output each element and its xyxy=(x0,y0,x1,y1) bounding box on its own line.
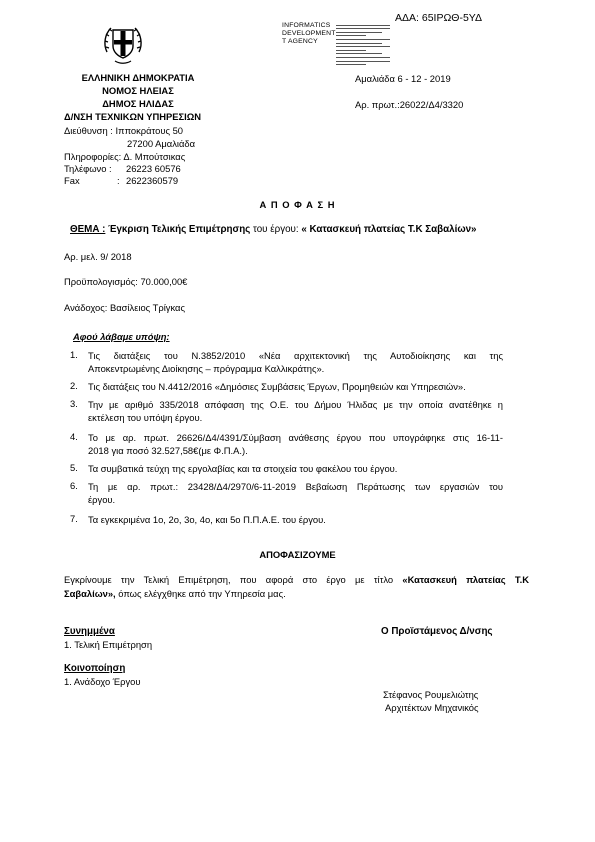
budget: Προϋπολογισμός: 70.000,00€ xyxy=(64,276,188,287)
list-item-number: 7. xyxy=(70,513,78,524)
notify-item: 1. Ανάδοχο Έργου xyxy=(64,676,141,687)
study-number: Αρ. μελ. 9/ 2018 xyxy=(64,251,132,262)
greek-emblem-icon xyxy=(101,22,145,66)
place-date: Αμαλιάδα 6 - 12 - 2019 xyxy=(355,73,451,84)
list-item-text xyxy=(88,349,503,375)
list-item-line: 2018 για ποσό 32.527,58€(με Φ.Π.Α.). xyxy=(88,445,248,456)
informatics-agency-logo xyxy=(282,22,336,47)
address-street: Διεύθυνση : Ιπποκράτους 50 xyxy=(64,125,184,136)
attached-item: 1. Τελική Επιμέτρηση xyxy=(64,639,153,650)
sender-republic: ΕΛΛΗΝΙΚΗ ΔΗΜΟΚΡΑΤΙΑ xyxy=(81,72,195,83)
subject-project: « Κατασκευή πλατείας Τ.Κ Σαβαλίων» xyxy=(301,224,477,235)
sender-municipality: ΔΗΜΟΣ ΗΛΙΔΑΣ xyxy=(102,98,174,109)
logo-line-1: INFORMATICS xyxy=(282,22,331,29)
attached-label: Συνημμένα xyxy=(64,626,115,637)
signature-title: Αρχιτέκτων Μηχανικός xyxy=(385,702,479,713)
list-item-number: 2. xyxy=(70,380,78,391)
approval-project: «Κατασκευή πλατείας Τ.Κ xyxy=(402,574,529,585)
ada-code: ΑΔΑ: 65ΙΡΩΘ-5ΥΔ xyxy=(395,12,483,24)
address-city: 27200 Αμαλιάδα xyxy=(127,138,196,149)
list-item-text: Τις διατάξεις του Ν.4412/2016 «Δημόσιες Συμβάσεις Έργων, Προμηθειών και Υπηρεσιών». xyxy=(88,381,466,392)
sender-prefecture: ΝΟΜΟΣ ΗΛΕΙΑΣ xyxy=(102,85,174,96)
subject-text: Έγκριση Τελικής Επιμέτρησης xyxy=(108,224,251,235)
document-title: Α Π Ο Φ Α Σ Η xyxy=(259,199,336,210)
logo-line-3: T AGENCY xyxy=(282,38,318,46)
address-info: Πληροφορίες: Δ. Μπούτσικας xyxy=(64,151,186,162)
list-item-text: Τα εγκεκριμένα 1ο, 2ο, 3ο, 4ο, και 5ο Π.Π.Α.Ε. του έργου. xyxy=(88,514,326,525)
phone-value: 26223 60576 xyxy=(126,163,181,174)
signature-name: Στέφανος Ρουμελιώτης xyxy=(383,689,479,700)
approval-project-cont: Σαβαλίων», xyxy=(64,587,116,599)
list-item-number: 1. xyxy=(70,349,78,360)
list-item-line: Την με αριθμό 335/2018 απόφαση της Ο.Ε. του Δήμου Ήλιδας με την οποία ανατέθηκε η xyxy=(88,399,503,410)
approval-line-1 xyxy=(64,573,529,587)
approval-line-2 xyxy=(64,587,529,601)
list-item-line: Τη με αρ. πρωτ.: 23428/Δ4/2970/6-11-2019 Βεβαίωση Περάτωσης των εργασιών του xyxy=(88,481,503,492)
fax-value: 2622360579 xyxy=(126,175,179,186)
sender-department: Δ/ΝΣΗ ΤΕΧΝΙΚΩΝ ΥΠΗΡΕΣΙΩΝ xyxy=(64,111,202,122)
list-item-number: 5. xyxy=(70,462,78,473)
list-item-text xyxy=(88,431,503,457)
list-item-line: Αποκεντρωμένης Διοίκησης – πρόγραμμα Καλλικράτης». xyxy=(88,363,325,374)
list-item-line: Τις διατάξεις του Ν.3852/2010 «Νέα αρχιτεκτονική της Αυτοδιοίκησης και της xyxy=(88,350,503,361)
phone-label: Τηλέφωνο : xyxy=(64,163,112,174)
list-item-line: έργου. xyxy=(88,494,116,505)
approval-text-cont: όπως ελέγχθηκε από την Υπηρεσία μας. xyxy=(115,587,286,599)
notify-label: Κοινοποίηση xyxy=(64,663,126,674)
signature-role: Ο Προϊστάμενος Δ/νσης xyxy=(381,626,493,637)
list-item-text xyxy=(88,398,503,424)
approval-text: Εγκρίνουμε την Τελική Επιμέτρηση, που αφορά στο έργο με τίτλο xyxy=(64,574,403,585)
approval-paragraph xyxy=(64,573,529,600)
logo-fine-print xyxy=(336,22,390,67)
list-item-number: 4. xyxy=(70,431,78,442)
list-item-text xyxy=(88,480,503,506)
list-item-text: Τα συμβατικά τεύχη της εργολαβίας και τα στοιχεία του φακέλου του έργου. xyxy=(88,463,398,474)
list-item-line: Το με αρ. πρωτ. 26626/Δ4/4391/Σύμβαση ανάθεσης έργου που υπογράφηκε στις 16-11- xyxy=(88,432,503,443)
list-item-line: εκτέλεση του υπόψη έργου. xyxy=(88,412,203,423)
list-item-number: 6. xyxy=(70,480,78,491)
subject-label: ΘΕΜΑ : xyxy=(70,224,106,235)
decision-heading: ΑΠΟΦΑΣΙΖΟΥΜΕ xyxy=(259,549,336,560)
subject-line xyxy=(70,224,477,235)
fax-separator: : xyxy=(117,175,120,186)
list-item-number: 3. xyxy=(70,398,78,409)
contractor: Ανάδοχος: Βασίλειος Τρίγκας xyxy=(64,302,185,313)
fax-label: Fax xyxy=(64,175,80,186)
subject-connector: του έργου: xyxy=(250,224,302,235)
logo-line-2: DEVELOPMENT xyxy=(282,30,336,38)
considering-heading: Αφού λάβαμε υπόψη: xyxy=(73,331,170,342)
protocol-number: Αρ. πρωτ.:26022/Δ4/3320 xyxy=(355,99,464,110)
